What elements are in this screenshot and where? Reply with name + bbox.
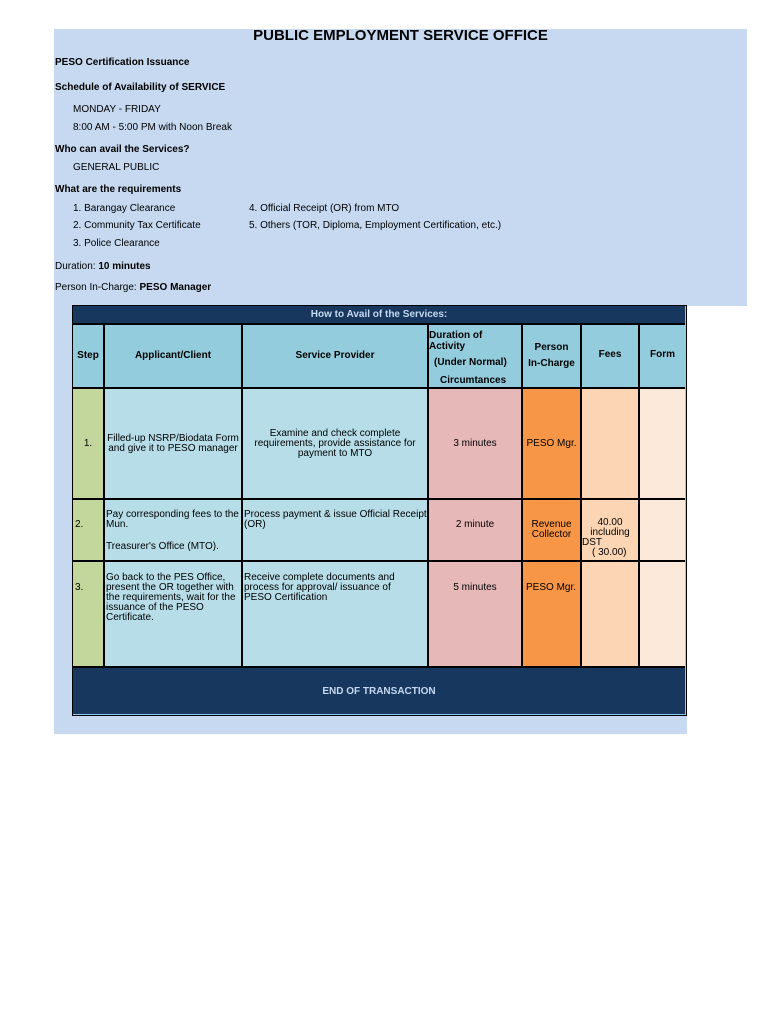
header-duration [429,325,523,389]
row2-fee-line: 40.00 [597,517,623,528]
requirement-item: 3. Police Clearance [73,238,160,249]
row3-provider: Receive complete documents and process for approval/ issuance of PESO Certification [243,562,429,668]
row2-client-line: Pay corresponding fees to the Mun. [106,509,239,530]
row2-fee-line: including [590,527,630,538]
row2-client-line: Treasurer's Office (MTO). [106,541,219,552]
row2-step: 2. [73,500,105,562]
header-person-line: In-Charge [528,358,575,369]
row1-client: Filled-up NSRP/Biodata Form and give it to PESO manager [105,389,243,500]
requirement-item: 4. Official Receipt (OR) from MTO [249,203,400,214]
header-form: Form [640,325,685,389]
header-duration-line: Circumtances [440,375,507,386]
header-duration-line: (Under Normal) [434,357,507,368]
requirement-item: 1. Barangay Clearance [73,203,176,214]
header-duration-line: Duration of [429,330,483,341]
header-person-line: Person [534,342,569,353]
table-banner: How to Avail of the Services: [73,306,685,325]
requirements-heading: What are the requirements [55,184,182,195]
row2-duration: 2 minute [429,500,523,562]
service-name: PESO Certification Issuance [55,57,190,68]
row2-form [640,500,685,562]
row1-form [640,389,685,500]
who-heading: Who can avail the Services? [55,144,190,155]
row3-person: PESO Mgr. [523,562,582,668]
page-title: PUBLIC EMPLOYMENT SERVICE OFFICE [253,27,548,44]
person-label: Person In-Charge: [55,282,137,293]
row3-fees [582,562,640,668]
row2-fee-line: DST [582,537,602,548]
requirement-item: 2. Community Tax Certificate [73,220,201,231]
row2-provider: Process payment & issue Official Receipt (OR) [243,500,429,562]
row3-duration: 5 minutes [429,562,523,668]
person-value: PESO Manager [139,282,212,293]
schedule-days: MONDAY - FRIDAY [73,104,161,115]
header-step: Step [73,325,105,389]
header-fees: Fees [582,325,640,389]
end-of-transaction: END OF TRANSACTION [73,668,685,714]
header-client: Applicant/Client [105,325,243,389]
row1-provider: Examine and check complete requirements, provide assistance for payment to MTO [243,389,429,500]
person-line [55,282,211,293]
who-value: GENERAL PUBLIC [73,162,160,173]
schedule-heading: Schedule of Availability of SERVICE [55,82,226,93]
row1-step: 1. [73,389,105,500]
header-duration-line: Activity [429,341,466,352]
duration-line [55,261,151,272]
row3-form [640,562,685,668]
duration-value: 10 minutes [98,261,151,272]
row1-duration: 3 minutes [429,389,523,500]
service-flow-table [72,305,687,716]
row2-fees [582,500,640,562]
row1-person: PESO Mgr. [523,389,582,500]
header-provider: Service Provider [243,325,429,389]
row2-client [105,500,243,562]
requirement-item: 5. Others (TOR, Diploma, Employment Certification, etc.) [249,220,502,231]
row2-fee-line: ( 30.00) [592,547,627,558]
row3-client: Go back to the PES Office, present the OR together with the requirements, wait for the issuance of the PESO Certificate. [105,562,243,668]
duration-label: Duration: [55,261,96,272]
row1-fees [582,389,640,500]
row2-person: Revenue Collector [523,500,582,562]
header-person [523,325,582,389]
row3-step: 3. [73,562,105,668]
schedule-hours: 8:00 AM - 5:00 PM with Noon Break [73,122,232,133]
